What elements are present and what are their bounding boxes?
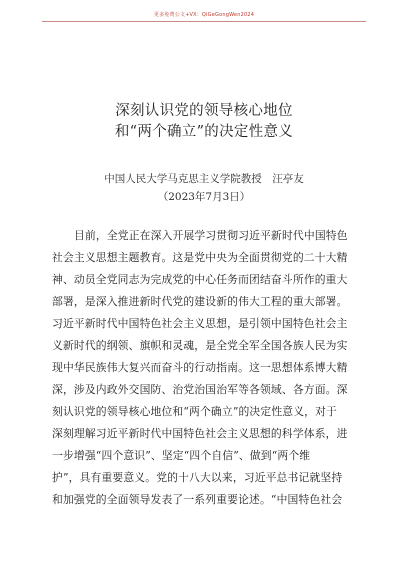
header-divider <box>42 21 366 22</box>
body-line: 神、动员全党同志为完成党的中心任务而团结奋斗所作的重大 <box>52 273 348 286</box>
body-line: 部署，是深入推进新时代党的建设新的伟大工程的重大部署。 <box>52 295 348 308</box>
header-watermark-note: 更多免费公文+VX：QiGeGongWen2024 <box>153 12 255 18</box>
body-line: 刻认识党的领导核心地位和“两个确立”的决定性意义，对于 <box>52 405 338 418</box>
author-byline: 中国人民大学马克思主义学院教授 汪亭友 <box>104 173 304 185</box>
body-line: 一步增强“四个意识”、坚定“四个自信”、做到“两个维 <box>52 449 311 462</box>
publication-date: （2023年7月3日） <box>157 191 251 203</box>
body-line: 义新时代的纲领、旗帜和灵魂，是全党全军全国各族人民为实 <box>52 339 348 352</box>
body-line: 社会主义思想主题教育。这是党中央为全面贯彻党的二十大精 <box>52 251 348 264</box>
body-line: 和加强党的全面领导发表了一系列重要论述。“中国特色社会 <box>52 493 343 506</box>
article-body <box>52 225 356 511</box>
title-line: 深刻认识党的领导核心地位 <box>115 103 293 119</box>
body-line: 深刻理解习近平新时代中国特色社会主义思想的科学体系，进 <box>52 427 348 440</box>
body-line: 目前，全党正在深入开展学习贯彻习近平新时代中国特色 <box>74 229 348 242</box>
body-line: 习近平新时代中国特色社会主义思想，是引领中国特色社会主 <box>52 317 348 330</box>
title-line: 和“两个确立”的决定性意义 <box>114 124 294 140</box>
body-line: 深，涉及内政外交国防、治党治国治军等各领域、各方面。深 <box>52 383 348 396</box>
body-line: 护”，具有重要意义。党的十八大以来，习近平总书记就坚持 <box>52 471 343 484</box>
body-line: 现中华民族伟大复兴而奋斗的行动指南。这一思想体系博大精 <box>52 361 348 374</box>
document-title <box>0 101 408 143</box>
